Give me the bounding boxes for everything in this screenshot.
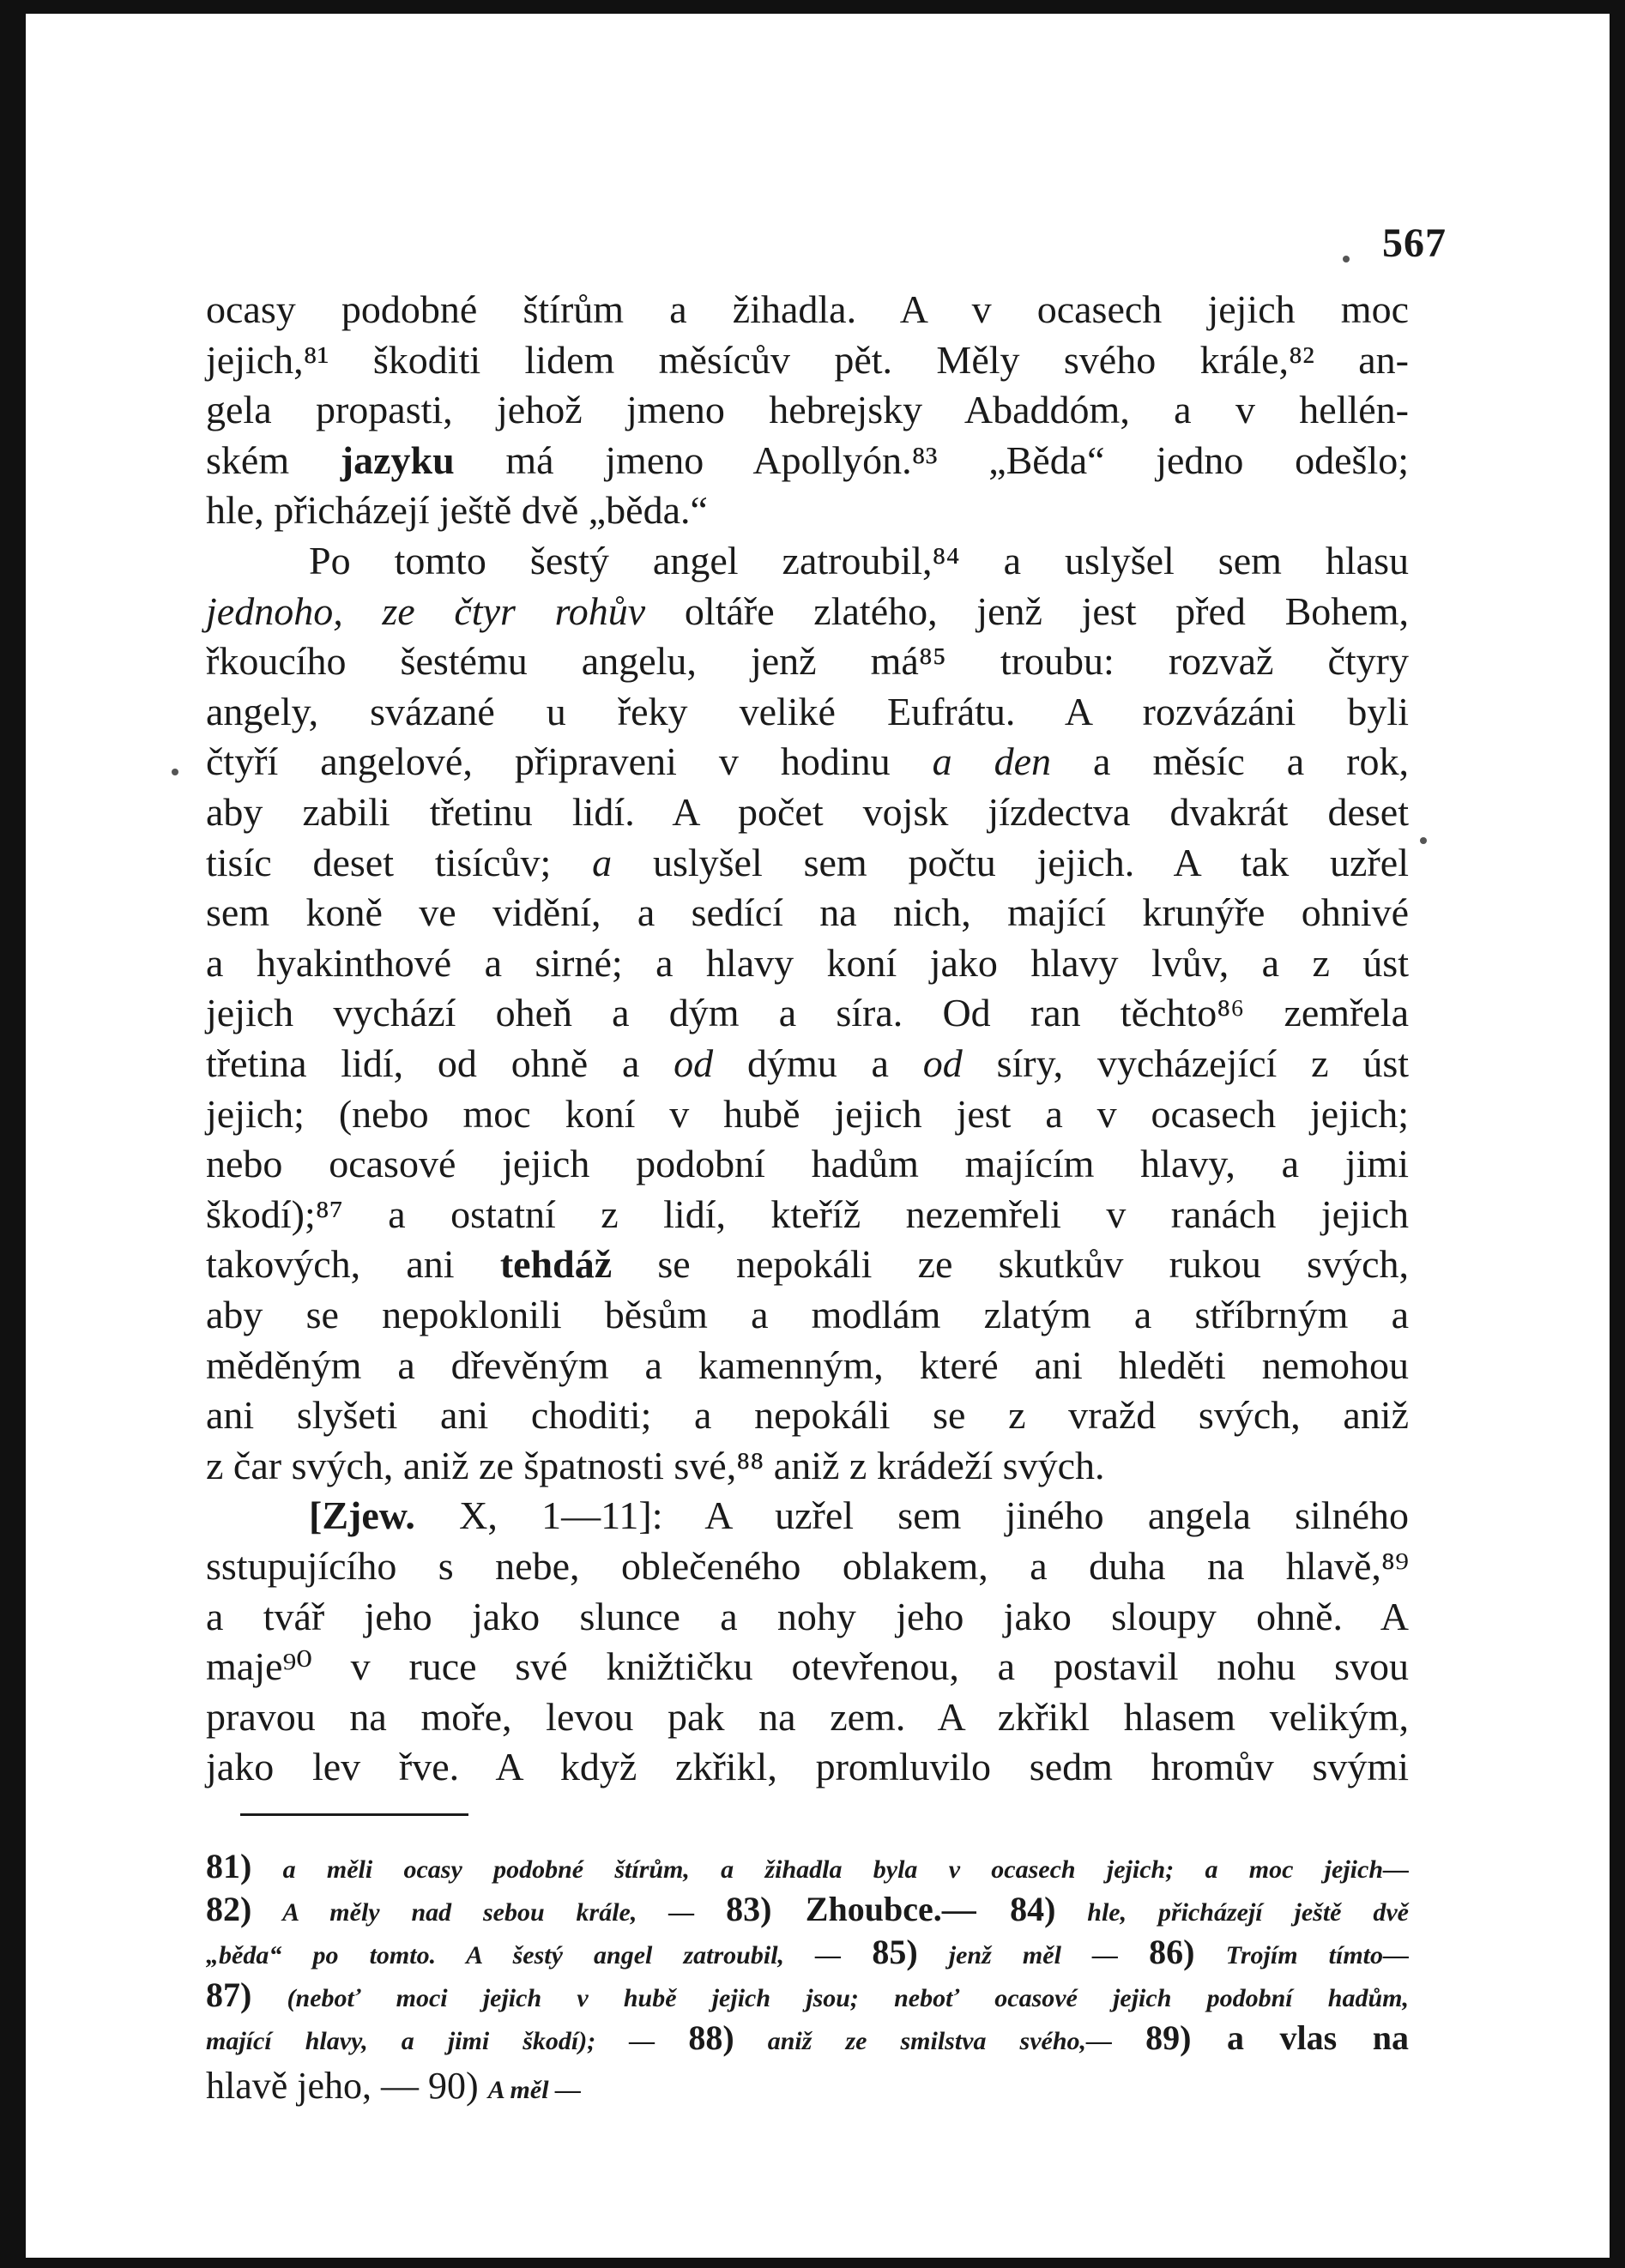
text-run: od [674,1041,714,1085]
text-run: mající hlavy, a jimi škodí); — [206,2027,689,2055]
book-page [26,14,1610,2258]
text-run: uslyšel sem počtu jejich. A tak uzřel [612,840,1409,884]
text-run: jednoho, ze čtyr rohův [206,588,646,633]
text-line [206,587,1409,636]
text-run: A měly nad sebou krále, — [251,1898,727,1927]
text-run: ocasy podobné štírům a žihadla. A v ocasech jejich moc [206,287,1409,331]
footnote-line [206,1891,1409,1928]
text-line [206,636,1409,686]
text-line [206,1491,1409,1541]
text-line [206,1039,1409,1089]
text-run: třetina lidí, od ohně a [206,1041,674,1085]
text-run: se nepokáli ze skutkův rukou svých, [612,1242,1409,1287]
text-line [206,1139,1409,1189]
text-run: A měl — [487,2076,582,2104]
page-number: 567 [1382,220,1447,266]
text-run: od [922,1041,963,1085]
footnote-separator [240,1813,468,1816]
text-line [206,1190,1409,1240]
text-run: jako lev řve. A když zkřikl, promluvilo sedm hromův svými [206,1745,1409,1789]
text-run: jejich vychází oheň a dým a síra. Od ran těchto⁸⁶ zemřela [206,991,1409,1035]
text-run: a měli ocasy podobné štírům, a žihadla byla v ocasech jejich; a moc jejich— [251,1855,1409,1884]
text-run: 89) a vlas na [1145,2018,1409,2057]
text-run: čtyří angelové, připraveni v hodinu [206,739,933,784]
text-line [206,1642,1409,1692]
text-run: 87) [206,1975,252,2014]
footnote-line [206,2062,1409,2110]
text-run: hle, přicházejí ještě dvě [1055,1898,1409,1927]
text-run: jejich; (nebo moc koní v hubě jejich jest a v ocasech jejich; [206,1091,1409,1136]
footnote-line [206,1933,1409,1971]
text-run: (neboť moci jejich v hubě jejich jsou; neboť ocasové jejich podobní hadům, [251,1984,1409,2012]
text-run: a tvář jeho jako slunce a nohy jeho jako sloupy ohně. A [206,1594,1409,1638]
footnote-line [206,1976,1409,2014]
text-run: 83) Zhoubce.— 84) [726,1890,1056,1928]
text-run: z čar svých, aniž ze špatnosti své,⁸⁸ aniž z krádeží svých. [206,1443,1105,1487]
text-line [206,436,1409,486]
text-line [206,1390,1409,1440]
text-run: ském [206,437,341,482]
text-line [206,536,1409,586]
text-line [206,988,1409,1038]
speck-mark [1420,837,1427,844]
text-line [206,1341,1409,1390]
text-line [206,787,1409,837]
text-run: nebo ocasové jejich podobní hadům majícím hlavy, a jimi [206,1142,1409,1186]
text-run: 82) [206,1890,252,1928]
text-run: 81) [206,1847,252,1885]
text-run: jenž měl — [917,1941,1150,1969]
text-line [206,737,1409,787]
text-run: jejich,⁸¹ škoditi lidem měsícův pět. Měly svého krále,⁸² an- [206,337,1409,382]
text-run: Po tomto šestý angel zatroubil,⁸⁴ a uslyšel sem hlasu [309,539,1409,582]
text-run: sem koně ve vidění, a sedící na nich, mající krunýře ohnivé [206,890,1409,935]
text-run: a hyakinthové a sirné; a hlavy koní jako hlavy lvův, a z úst [206,940,1409,985]
text-run: Trojím tímto— [1194,1941,1409,1969]
text-run: a [592,840,613,884]
text-line [206,385,1409,435]
text-line [206,1089,1409,1139]
text-run: ani slyšeti ani choditi; a nepokáli se z vražd svých, aniž [206,1393,1409,1438]
text-run: „běda“ po tomto. A šestý angel zatroubil, — [206,1941,873,1969]
text-run: angely, svázané u řeky veliké Eufrátu. A rozvázáni byli [206,689,1409,733]
text-line [206,687,1409,737]
text-run: sstupujícího s nebe, oblečeného oblakem, a duha na hlavě,⁸⁹ [206,1544,1409,1588]
text-run: X, 1—11]: A uzřel sem jiného angela silného [414,1493,1409,1538]
text-line [206,838,1409,888]
text-run: tehdáž [499,1242,613,1287]
text-run: měděným a dřevěným a kamenným, které ani hleděti nemohou [206,1342,1409,1387]
text-run: pravou na moře, levou pak na zem. A zkřikl hlasem velikým, [206,1694,1409,1739]
speck-mark [172,769,178,775]
text-line [206,285,1409,335]
text-run: [Zjew. [309,1493,415,1538]
text-run: má jmeno Apollyón.⁸³ „Běda“ jedno odešlo; [454,437,1409,482]
text-line [206,1692,1409,1742]
speck-mark [1343,256,1350,262]
text-run: aniž ze smilstva svého,— [734,2027,1146,2055]
text-run: škodí);⁸⁷ a ostatní z lidí, kteříž nezemřeli v ranách jejich [206,1191,1409,1236]
footnote-line [206,2019,1409,2057]
text-line [206,1592,1409,1642]
text-line [206,1290,1409,1340]
text-line [206,938,1409,988]
text-run: a měsíc a rok, [1051,739,1410,784]
text-line [206,335,1409,385]
text-run: oltáře zlatého, jenž jest před Bohem, [645,588,1409,633]
text-run: maje⁹⁰ v ruce své knižtičku otevřenou, a postavil nohu svou [206,1644,1409,1689]
text-run: aby zabili třetinu lidí. A počet vojsk jízdectva dvakrát deset [206,790,1409,834]
text-run: jazyku [340,437,455,482]
text-run: gela propasti, jehož jmeno hebrejsky Abaddóm, a v hellén- [206,388,1409,432]
text-line [206,1742,1409,1792]
text-run: aby se nepoklonili běsům a modlám zlatým a stříbrným a [206,1293,1409,1336]
text-run: dýmu a [713,1041,923,1085]
text-run: řkoucího šestému angelu, jenž má⁸⁵ troubu: rozvaž čtyry [206,639,1409,684]
text-run: tisíc deset tisícův; [206,840,593,884]
text-run: hle, přicházejí ještě dvě „běda.“ [206,488,708,533]
text-run: takových, ani [206,1242,500,1287]
text-run: 85) [872,1933,918,1971]
text-line [206,486,1409,535]
text-run: hlavě jeho, — 90) [206,2065,488,2107]
text-run: síry, vycházející z úst [962,1041,1409,1085]
footnote-line [206,1848,1409,1885]
text-line [206,888,1409,938]
text-run: 86) [1149,1933,1195,1971]
text-line [206,1541,1409,1591]
text-line [206,1441,1409,1491]
text-run: 88) [688,2018,734,2057]
text-line [206,1240,1409,1289]
text-run: a den [932,739,1052,784]
